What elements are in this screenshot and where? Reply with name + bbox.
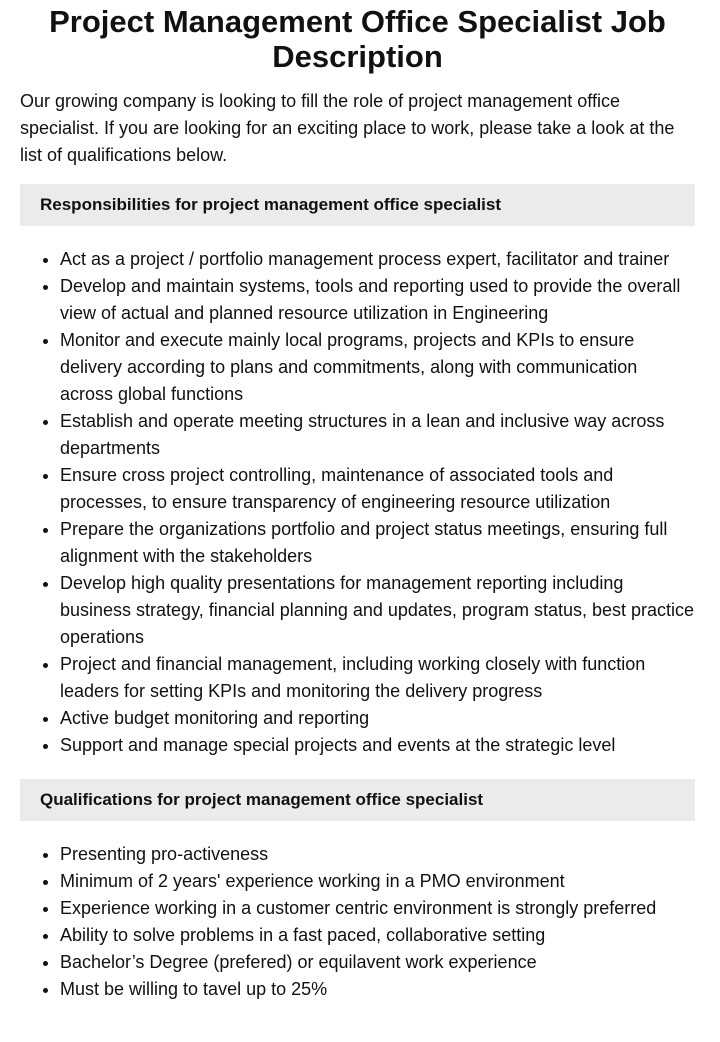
responsibilities-heading: Responsibilities for project management office specialist [20,184,695,226]
list-item: • Presenting pro-activeness [60,841,695,868]
qualifications-list [20,841,695,1003]
list-item: • Develop high quality presentations for management reporting including business strategy, financial planning and updates, program status, best practice operations [60,570,695,651]
list-item: • Prepare the organizations portfolio and project status meetings, ensuring full alignment with the stakeholders [60,516,695,570]
responsibilities-list [20,246,695,759]
list-item: • Minimum of 2 years' experience working in a PMO environment [60,868,695,895]
list-item: • Ability to solve problems in a fast paced, collaborative setting [60,922,695,949]
list-item: • Monitor and execute mainly local programs, projects and KPIs to ensure delivery according to plans and commitments, along with communication across global functions [60,327,695,408]
qualifications-heading: Qualifications for project management office specialist [20,779,695,821]
list-item: • Develop and maintain systems, tools and reporting used to provide the overall view of actual and planned resource utilization in Engineering [60,273,695,327]
page-title: Project Management Office Specialist Job Description [49,4,666,74]
list-item: • Experience working in a customer centric environment is strongly preferred [60,895,695,922]
list-item: • Active budget monitoring and reporting [60,705,695,732]
list-item: • Support and manage special projects and events at the strategic level [60,732,695,759]
list-item: • Ensure cross project controlling, maintenance of associated tools and processes, to ensure transparency of engineering resource utilization [60,462,695,516]
list-item: • Establish and operate meeting structures in a lean and inclusive way across departments [60,408,695,462]
list-item: • Project and financial management, including working closely with function leaders for setting KPIs and monitoring the delivery progress [60,651,695,705]
list-item: • Must be willing to tavel up to 25% [60,976,695,1003]
list-item: • Act as a project / portfolio management process expert, facilitator and trainer [60,246,695,273]
intro-paragraph: Our growing company is looking to fill the role of project management office specialist. If you are looking for an exciting place to work, please take a look at the list of qualifications below. [20,91,675,165]
list-item: • Bachelor’s Degree (prefered) or equilavent work experience [60,949,695,976]
job-description [0,4,715,1003]
